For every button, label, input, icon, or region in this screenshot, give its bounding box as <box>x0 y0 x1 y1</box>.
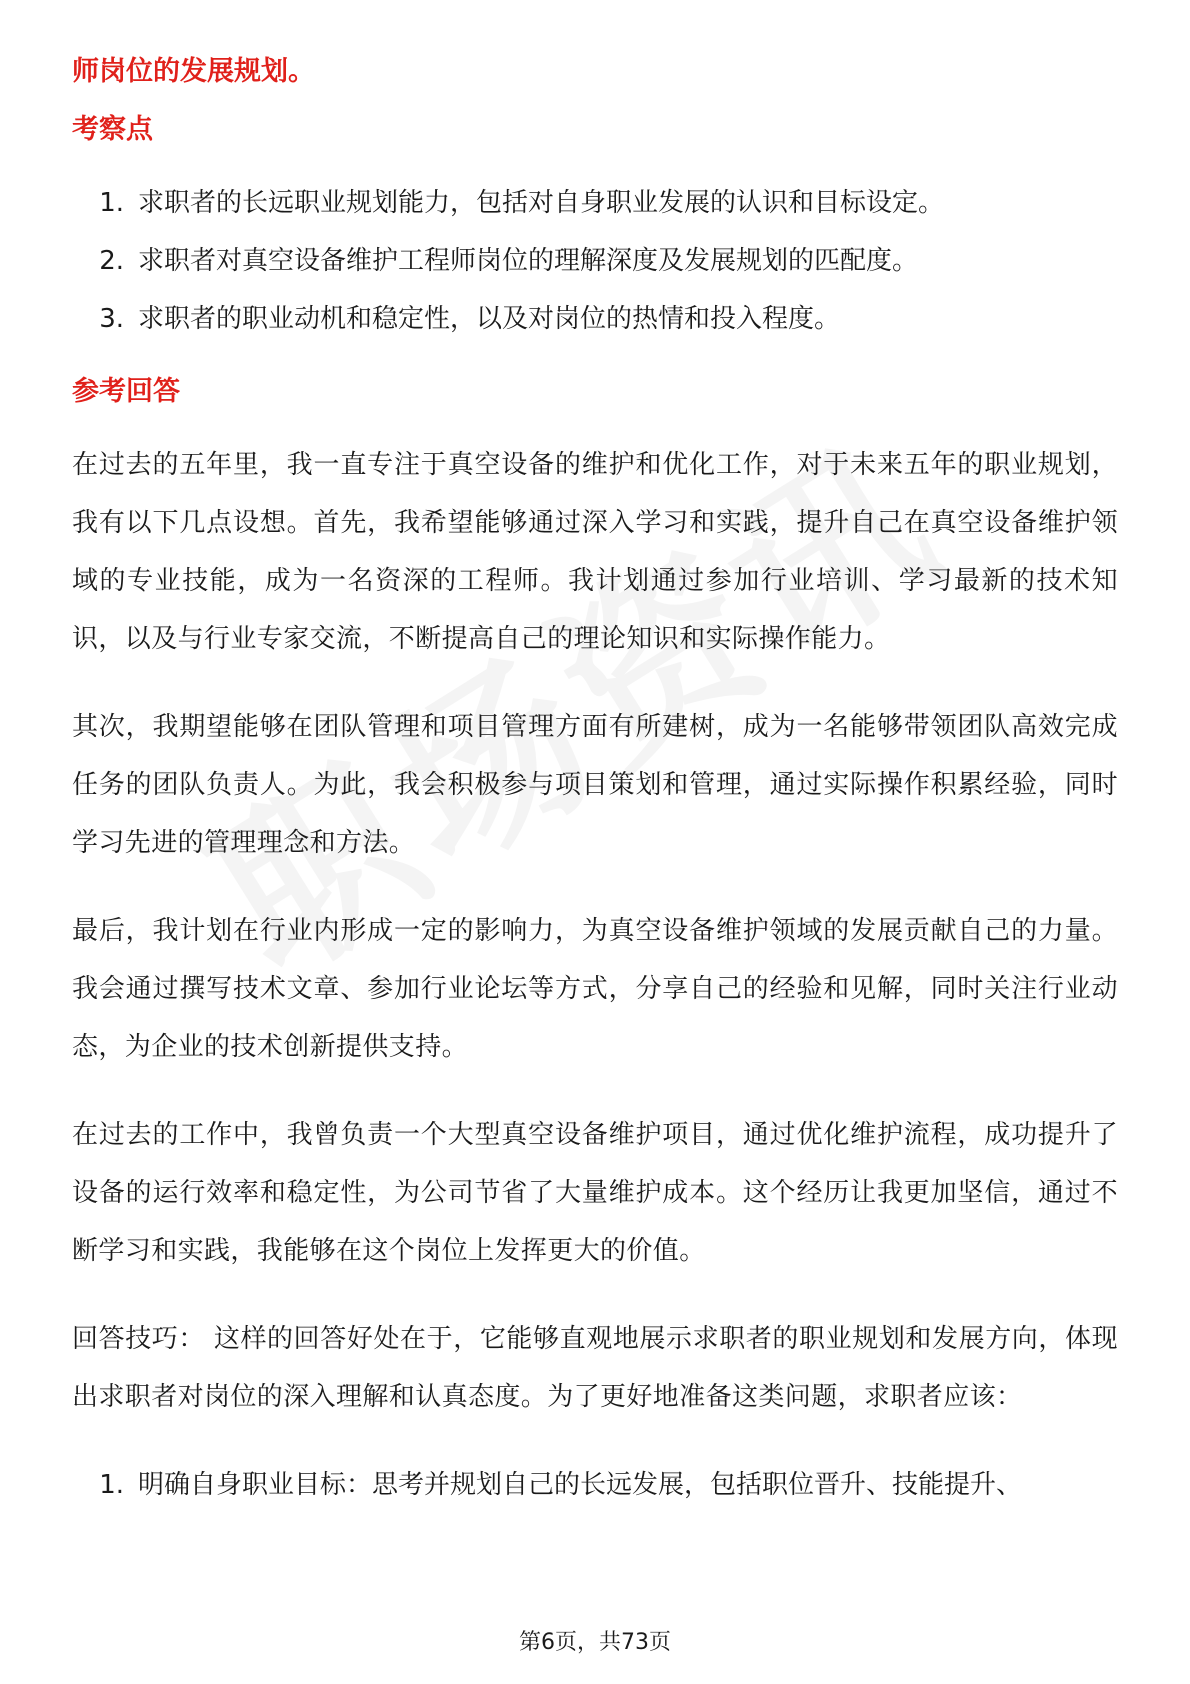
section-heading-answer: 参考回答 <box>72 376 180 407</box>
list-item <box>72 1456 1118 1514</box>
points-list <box>72 174 1118 348</box>
list-text: 求职者的职业动机和稳定性，以及对岗位的热情和投入程度。 <box>138 304 841 334</box>
tips-list <box>72 1456 1118 1514</box>
title-fragment: 师岗位的发展规划。 <box>72 56 315 87</box>
document-content <box>72 48 1118 1514</box>
page-footer: 第6页，共73页 <box>519 1630 671 1655</box>
list-text: 明确自身职业目标：思考并规划自己的长远发展，包括职位晋升、技能提升、 <box>138 1470 1023 1500</box>
list-item <box>72 232 1118 290</box>
answer-paragraph: 在过去的五年里，我一直专注于真空设备的维护和优化工作，对于未来五年的职业规划，我有以下几点设想。首先，我希望能够通过深入学习和实践，提升自己在真空设备维护领域的专业技能，成为一名资深的工程师。我计划通过参加行业培训、学习最新的技术知识，以及与行业专家交流，不断提高自己的理论知识和实际操作能力。 <box>72 450 1118 654</box>
answer-paragraph: 其次，我期望能够在团队管理和项目管理方面有所建树，成为一名能够带领团队高效完成任务的团队负责人。为此，我会积极参与项目策划和管理，通过实际操作积累经验，同时学习先进的管理理念和方法。 <box>72 712 1118 858</box>
answer-paragraph: 最后，我计划在行业内形成一定的影响力，为真空设备维护领域的发展贡献自己的力量。我会通过撰写技术文章、参加行业论坛等方式，分享自己的经验和见解，同时关注行业动态，为企业的技术创新提供支持。 <box>72 916 1118 1062</box>
list-number: 1. <box>99 1470 124 1500</box>
tips-paragraph: 回答技巧： 这样的回答好处在于，它能够直观地展示求职者的职业规划和发展方向，体现出求职者对岗位的深入理解和认真态度。为了更好地准备这类问题，求职者应该： <box>72 1324 1118 1412</box>
list-number: 2. <box>99 246 124 276</box>
list-text: 求职者对真空设备维护工程师岗位的理解深度及发展规划的匹配度。 <box>138 246 919 276</box>
list-text: 求职者的长远职业规划能力，包括对自身职业发展的认识和目标设定。 <box>138 188 945 218</box>
list-number: 3. <box>99 304 124 334</box>
list-item <box>72 174 1118 232</box>
section-heading-points: 考察点 <box>72 114 153 145</box>
answer-paragraph: 在过去的工作中，我曾负责一个大型真空设备维护项目，通过优化维护流程，成功提升了设备的运行效率和稳定性，为公司节省了大量维护成本。这个经历让我更加坚信，通过不断学习和实践，我能够在这个岗位上发挥更大的价值。 <box>72 1120 1118 1266</box>
list-number: 1. <box>99 188 124 218</box>
list-item <box>72 290 1118 348</box>
